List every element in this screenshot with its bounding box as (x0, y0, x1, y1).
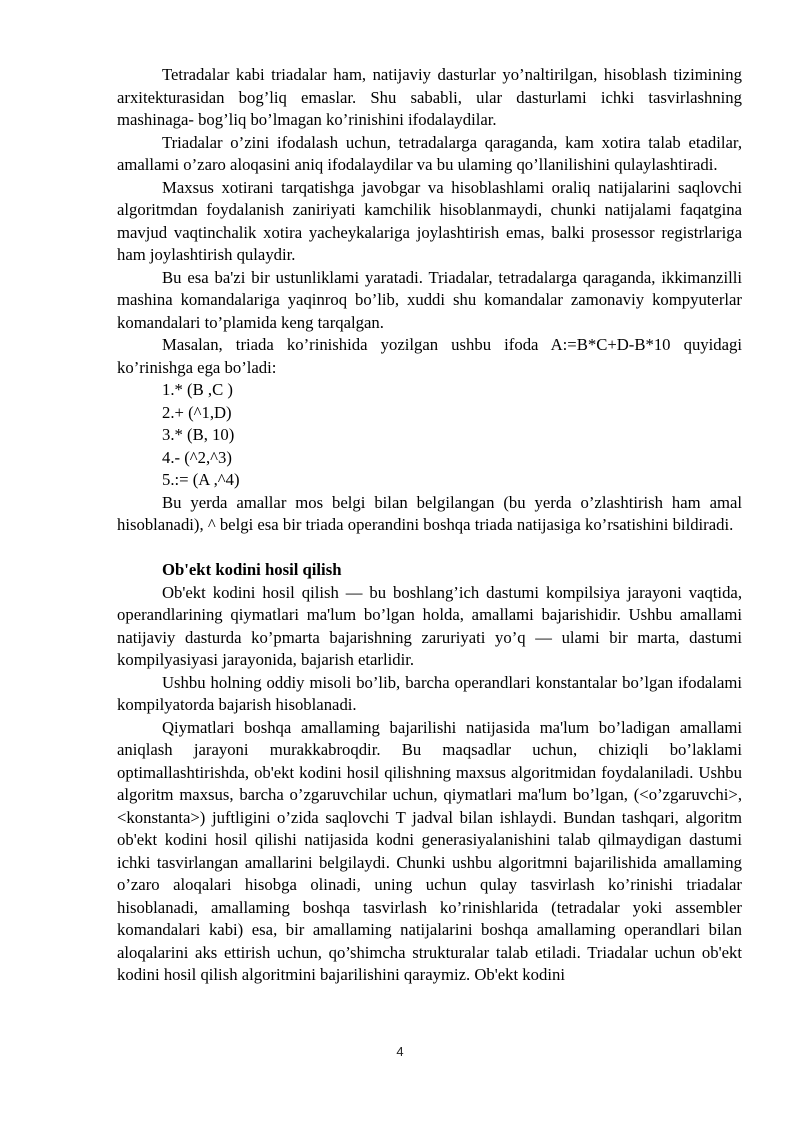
paragraph: Triadalar o’zini ifodalash uchun, tetradalarga qaraganda, kam xotira talab etadilar, amallami o’zaro aloqasini aniq ifodalaydilar va bu ulaming qo’llanilishini qulaylashtiradi. (117, 132, 742, 174)
paragraph: Ushbu holning oddiy misoli bo’lib, barcha operandlari konstantalar bo’lgan ifodalami kompilyatorda bajarish hisoblanadi. (117, 672, 742, 714)
triad-item: 4.- (^2,^3) (162, 447, 232, 467)
paragraph: Qiymatlari boshqa amallaming bajarilishi natijasida ma'lum bo’ladigan amallami aniqlash jarayoni murakkabroqdir. Bu maqsadlar uchun, chiziqli bo’laklami optimallashtirishda, ob'ekt kodini hosil qilishning maxsus algoritmidan foydalaniladi. Ushbu algoritm maxsus, barcha o’zgaruvchilar uchun, qiymatlari ma'lum bo’lgan, (<o’zgaruvchi>, <konstanta>) juftligini o’zida saqlovchi T jadval bilan ishlaydi. Bundan tashqari, algoritm ob'ekt kodini hosil qilishi natijasida kodni generasiyalanishini talab qilmaydigan dastumi ichki tasvirlangan amallarini belgilaydi. Chunki ushbu algoritmni bajarilishida amallaming o’zaro aloqalari hisobga olinadi, uning uchun qulay tasvirlash ko’rinishi triadalar hisoblanadi, amallaming boshqa tasvirlash ko’rinishlarida (tetradalar yoki assembler komandalari kabi) esa, bir amallaming natijalarini boshqa amallaming operandlari bilan aloqalarini aks ettirish uchun, qo’shimcha strukturalar talab etiladi. Triadalar uchun ob'ekt kodini hosil qilish algoritmini bajarilishini qaraymiz. Ob'ekt kodini (117, 717, 742, 984)
paragraph: Masalan, triada ko’rinishida yozilgan ushbu ifoda A:=B*C+D-B*10 quyidagi ko’rinishga ega bo’ladi: (117, 335, 742, 377)
paragraph: Bu yerda amallar mos belgi bilan belgilangan (bu yerda o’zlashtirish ham amal hisoblanadi), ^ belgi esa bir triada operandini boshqa triada natijasiga ko’rsatishini bildiradi. (117, 492, 742, 534)
triad-item: 1.* (B ,C ) (162, 380, 233, 399)
paragraph: Bu esa ba'zi bir ustunliklami yaratadi. Triadalar, tetradalarga qaraganda, ikkimanzilli mashina komandalariga yaqinroq bo’lib, xuddi shu komandalar zamonaviy kompyuterlar komandalari to’plamida keng tarqalgan. (117, 267, 742, 332)
triad-item: 2.+ (^1,D) (162, 402, 232, 422)
paragraph: Tetradalar kabi triadalar ham, natijaviy dasturlar yo’naltirilgan, hisoblash tizimining arxitekturasidan bog’liq emaslar. Shu sababli, ular dasturlami ichki tasvirlashning mashinaga- bog’liq bo’lmagan ko’rinishini ifodalaydilar. (117, 65, 742, 129)
section-gap (117, 537, 742, 560)
triad-list (117, 379, 742, 492)
triad-item: 3.* (B, 10) (162, 425, 235, 444)
page-number: 4 (396, 1044, 404, 1059)
document-page (117, 64, 742, 987)
triad-item: 5.:= (A ,^4) (162, 470, 240, 489)
paragraph: Ob'ekt kodini hosil qilish — bu boshlang’ich dastumi kompilsiya jarayoni vaqtida, operandlarining qiymatlari ma'lum bo’lgan holda, amallami bajarishidir. Ushbu amallami natijaviy dasturda ko’pmarta bajarishning zaruriyati yo’q — ulami bir marta, dastumi kompilyasiyasi jarayonida, bajarish etarlidir. (117, 582, 742, 669)
section-heading: Ob'ekt kodini hosil qilish (162, 560, 342, 579)
paragraph: Maxsus xotirani tarqatishga javobgar va hisoblashlami oraliq natijalarini saqlovchi algoritmdan foydalanish zaniriyati kamchilik hisoblanmaydi, chunki natijalami faqatgina mavjud vaqtinchalik xotira yacheykalariga joylashtirish emas, balki prosessor registrlariga ham joylashtirish qulaydir. (117, 177, 742, 264)
